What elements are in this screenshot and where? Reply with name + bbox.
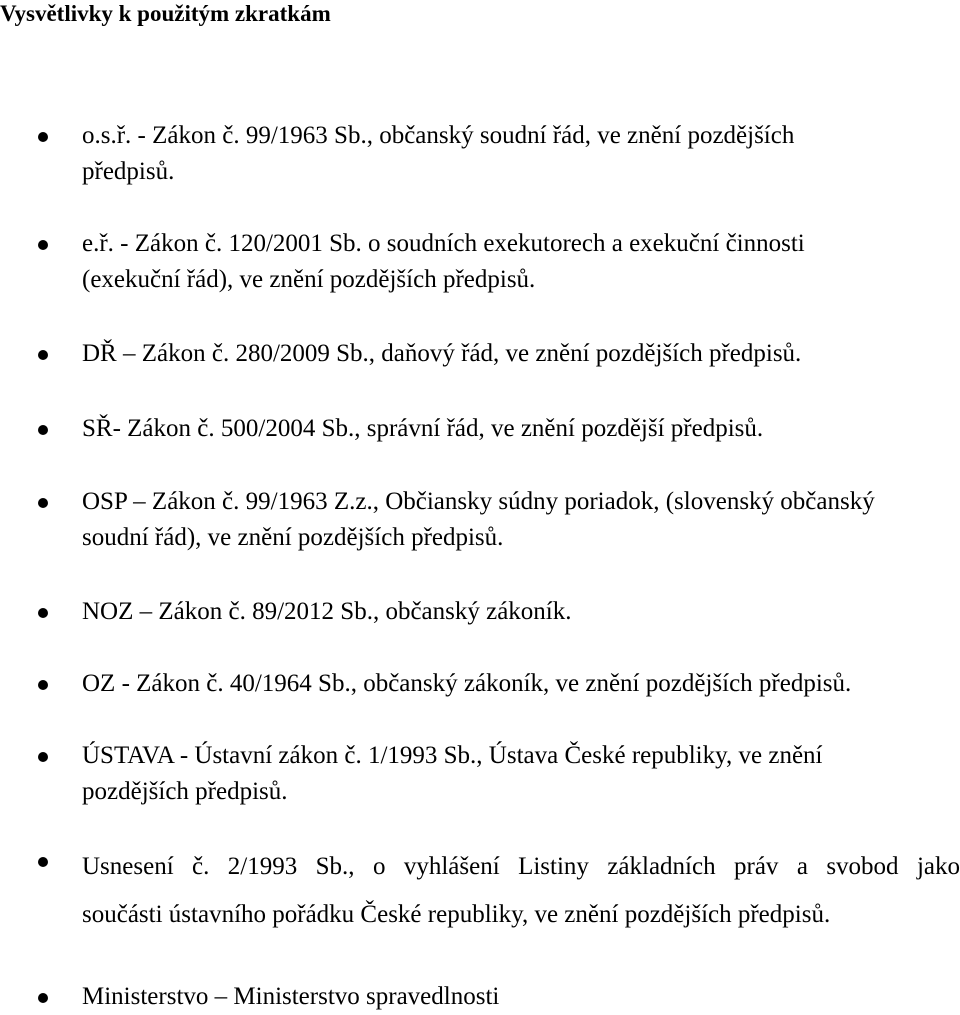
list-item-sr — [82, 411, 960, 447]
bullet-icon — [38, 857, 48, 867]
list-item-usneseni — [82, 843, 960, 939]
list-item-er — [82, 226, 882, 298]
list-item-text: SŘ- Zákon č. 500/2004 Sb., správní řád, ve znění pozdější předpisů. — [82, 415, 764, 442]
list-item-oz — [82, 666, 960, 702]
list-item-text: OZ - Zákon č. 40/1964 Sb., občanský zákoník, ve znění pozdějších předpisů. — [82, 670, 852, 697]
bullet-icon — [38, 608, 48, 618]
bullet-icon — [38, 752, 48, 762]
list-item-text: OSP – Zákon č. 99/1963 Z.z., Občiansky súdny poriadok, (slovenský občanský soudní řád), ve znění pozdějších předpisů. — [82, 488, 875, 551]
bullet-icon — [38, 425, 48, 435]
list-item-text: NOZ – Zákon č. 89/2012 Sb., občanský zákoník. — [82, 598, 572, 625]
bullet-icon — [38, 132, 48, 142]
bullet-icon — [38, 240, 48, 250]
list-item-osr — [82, 118, 882, 190]
list-item-noz — [82, 594, 960, 630]
list-item-dr — [82, 336, 960, 372]
bullet-icon — [38, 680, 48, 690]
list-item-text: Usnesení č. 2/1993 Sb., o vyhlášení Listiny základních práv a svobod jako — [82, 853, 960, 880]
page-title: Vysvětlivky k použitým zkratkám — [0, 1, 331, 26]
bullet-icon — [38, 993, 48, 1003]
list-item-osp — [82, 484, 942, 556]
list-item-text: ÚSTAVA - Ústavní zákon č. 1/1993 Sb., Ústava České republiky, ve znění pozdějších předpisů. — [82, 742, 823, 805]
list-item-text-continued: součásti ústavního pořádku České republiky, ve znění pozdějších předpisů. — [82, 901, 831, 928]
list-item-text: o.s.ř. - Zákon č. 99/1963 Sb., občanský soudní řád, ve znění pozdějších předpisů. — [82, 122, 795, 185]
bullet-icon — [38, 350, 48, 360]
list-item-ministerstvo — [82, 979, 960, 1015]
list-item-text: e.ř. - Zákon č. 120/2001 Sb. o soudních exekutorech a exekuční činnosti (exekuční řád), ve znění pozdějších předpisů. — [82, 230, 805, 293]
bullet-icon — [38, 498, 48, 508]
list-item-text: DŘ – Zákon č. 280/2009 Sb., daňový řád, ve znění pozdějších předpisů. — [82, 340, 802, 367]
list-item-text: Ministerstvo – Ministerstvo spravedlnosti — [82, 983, 500, 1010]
list-item-ustava — [82, 738, 922, 810]
